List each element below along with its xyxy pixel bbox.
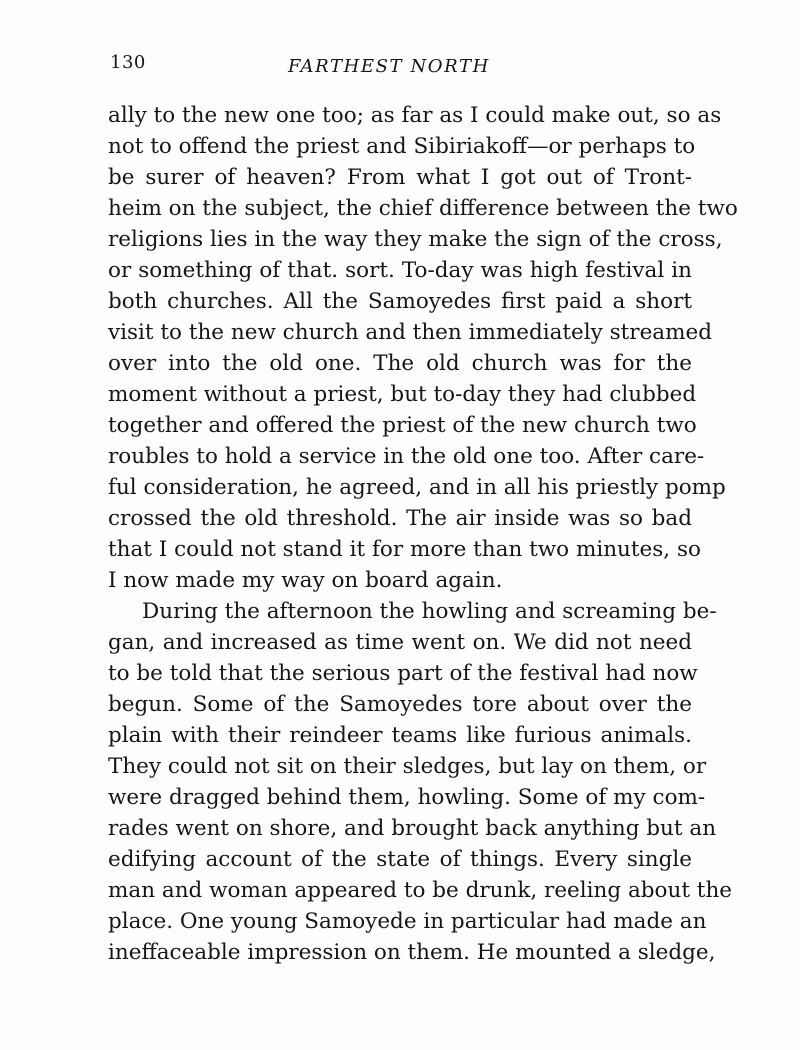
text-line: or something of that. sort. To-day was high festival in	[108, 258, 692, 283]
text-line: begun. Some of the Samoyedes tore about over the	[108, 692, 692, 717]
text-line: They could not sit on their sledges, but lay on them, or	[108, 754, 707, 779]
page-number: 130	[110, 52, 146, 73]
text-line: edifying account of the state of things. Every single	[108, 847, 692, 872]
text-line: were dragged behind them, howling. Some of my com-	[108, 785, 706, 810]
body-text	[108, 100, 738, 968]
text-line: over into the old one. The old church was for the	[108, 351, 692, 376]
text-line: gan, and increased as time went on. We did not need	[108, 630, 692, 655]
text-line: to be told that the serious part of the festival had now	[108, 661, 698, 686]
text-line: together and offered the priest of the new church two	[108, 413, 697, 438]
page-header	[108, 52, 692, 82]
text-line: ally to the new one too; as far as I could make out, so as	[108, 103, 722, 128]
text-line: place. One young Samoyede in particular had made an	[108, 909, 707, 934]
text-line: both churches. All the Samoyedes first paid a short	[108, 289, 692, 314]
text-line: ineffaceable impression on them. He mounted a sledge,	[108, 940, 716, 965]
paragraph-end-line: I now made my way on board again.	[108, 568, 503, 593]
text-line: moment without a priest, but to-day they had clubbed	[108, 382, 697, 407]
text-line: ful consideration, he agreed, and in all his priestly pomp	[108, 475, 726, 500]
text-line: be surer of heaven? From what I got out of Tront-	[108, 165, 692, 190]
text-line: man and woman appeared to be drunk, reeling about the	[108, 878, 733, 903]
text-line: religions lies in the way they make the sign of the cross,	[108, 227, 723, 252]
text-line: that I could not stand it for more than two minutes, so	[108, 537, 701, 562]
paragraph-start-line: During the afternoon the howling and screaming be-	[142, 599, 717, 624]
text-line: plain with their reindeer teams like furious animals.	[108, 723, 692, 748]
running-title: FARTHEST NORTH	[288, 56, 490, 77]
text-line: not to offend the priest and Sibiriakoff—or perhaps to	[108, 134, 696, 159]
text-line: heim on the subject, the chief difference between the two	[108, 196, 738, 221]
text-line: roubles to hold a service in the old one too. After care-	[108, 444, 705, 469]
text-line: visit to the new church and then immediately streamed	[108, 320, 712, 345]
text-line: crossed the old threshold. The air inside was so bad	[108, 506, 692, 531]
text-line: rades went on shore, and brought back anything but an	[108, 816, 717, 841]
